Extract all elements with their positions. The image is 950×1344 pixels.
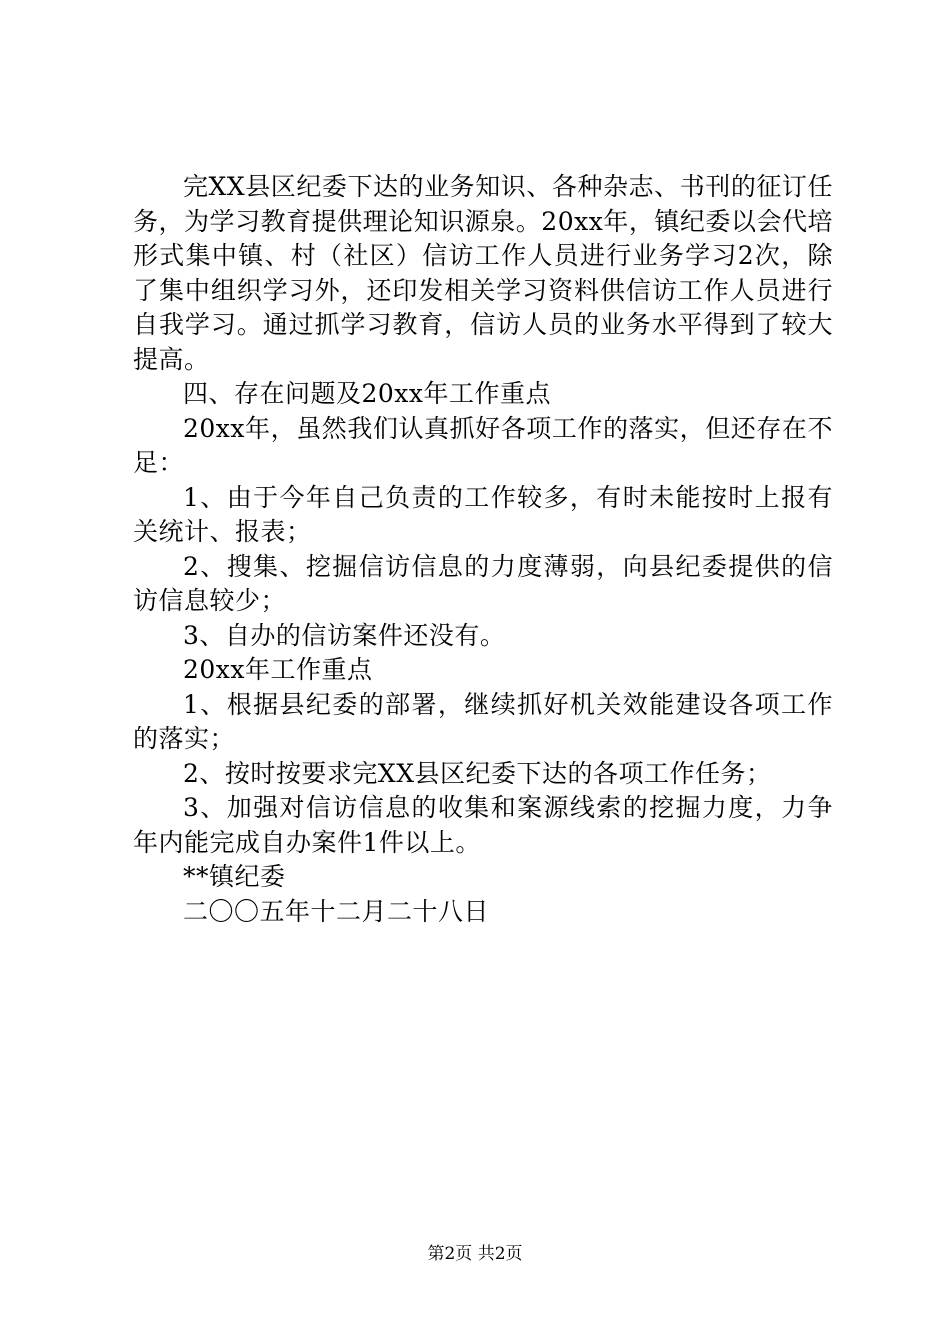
list-item-shortcoming-2: 2、搜集、挖掘信访信息的力度薄弱，向县纪委提供的信访信息较少；: [133, 551, 833, 615]
subheading-work-focus: 20xx年工作重点: [183, 655, 373, 684]
document-body: [133, 170, 833, 929]
signature-organization: **镇纪委: [183, 862, 286, 891]
list-item-shortcoming-3: 3、自办的信访案件还没有。: [183, 620, 506, 650]
paragraph-shortcomings-intro: 20xx年，虽然我们认真抓好各项工作的落实，但还存在不足：: [133, 413, 833, 477]
list-item-focus-1: 1、根据县纪委的部署，继续抓好机关效能建设各项工作的落实；: [133, 689, 833, 753]
signature-date: 二〇〇五年十二月二十八日: [183, 896, 490, 926]
section-heading-problems: 四、存在问题及20xx年工作重点: [183, 379, 552, 408]
list-item-focus-2: 2、按时按要求完XX县区纪委下达的各项工作任务；: [183, 758, 772, 788]
list-item-focus-3: 3、加强对信访信息的收集和案源线索的挖掘力度，力争年内能完成自办案件1件以上。: [133, 793, 833, 857]
list-item-shortcoming-1: 1、由于今年自己负责的工作较多，有时未能按时上报有关统计、报表；: [133, 482, 833, 546]
paragraph-study-summary: 完XX县区纪委下达的业务知识、各种杂志、书刊的征订任务，为学习教育提供理论知识源泉。20xx年，镇纪委以会代培形式集中镇、村（社区）信访工作人员进行业务学习2次，除了集中组织学习外，还印发相关学习资料供信访工作人员进行自我学习。通过抓学习教育，信访人员的业务水平得到了较大提高。: [133, 172, 833, 374]
page-number-footer: 第2页 共2页: [427, 1244, 523, 1264]
